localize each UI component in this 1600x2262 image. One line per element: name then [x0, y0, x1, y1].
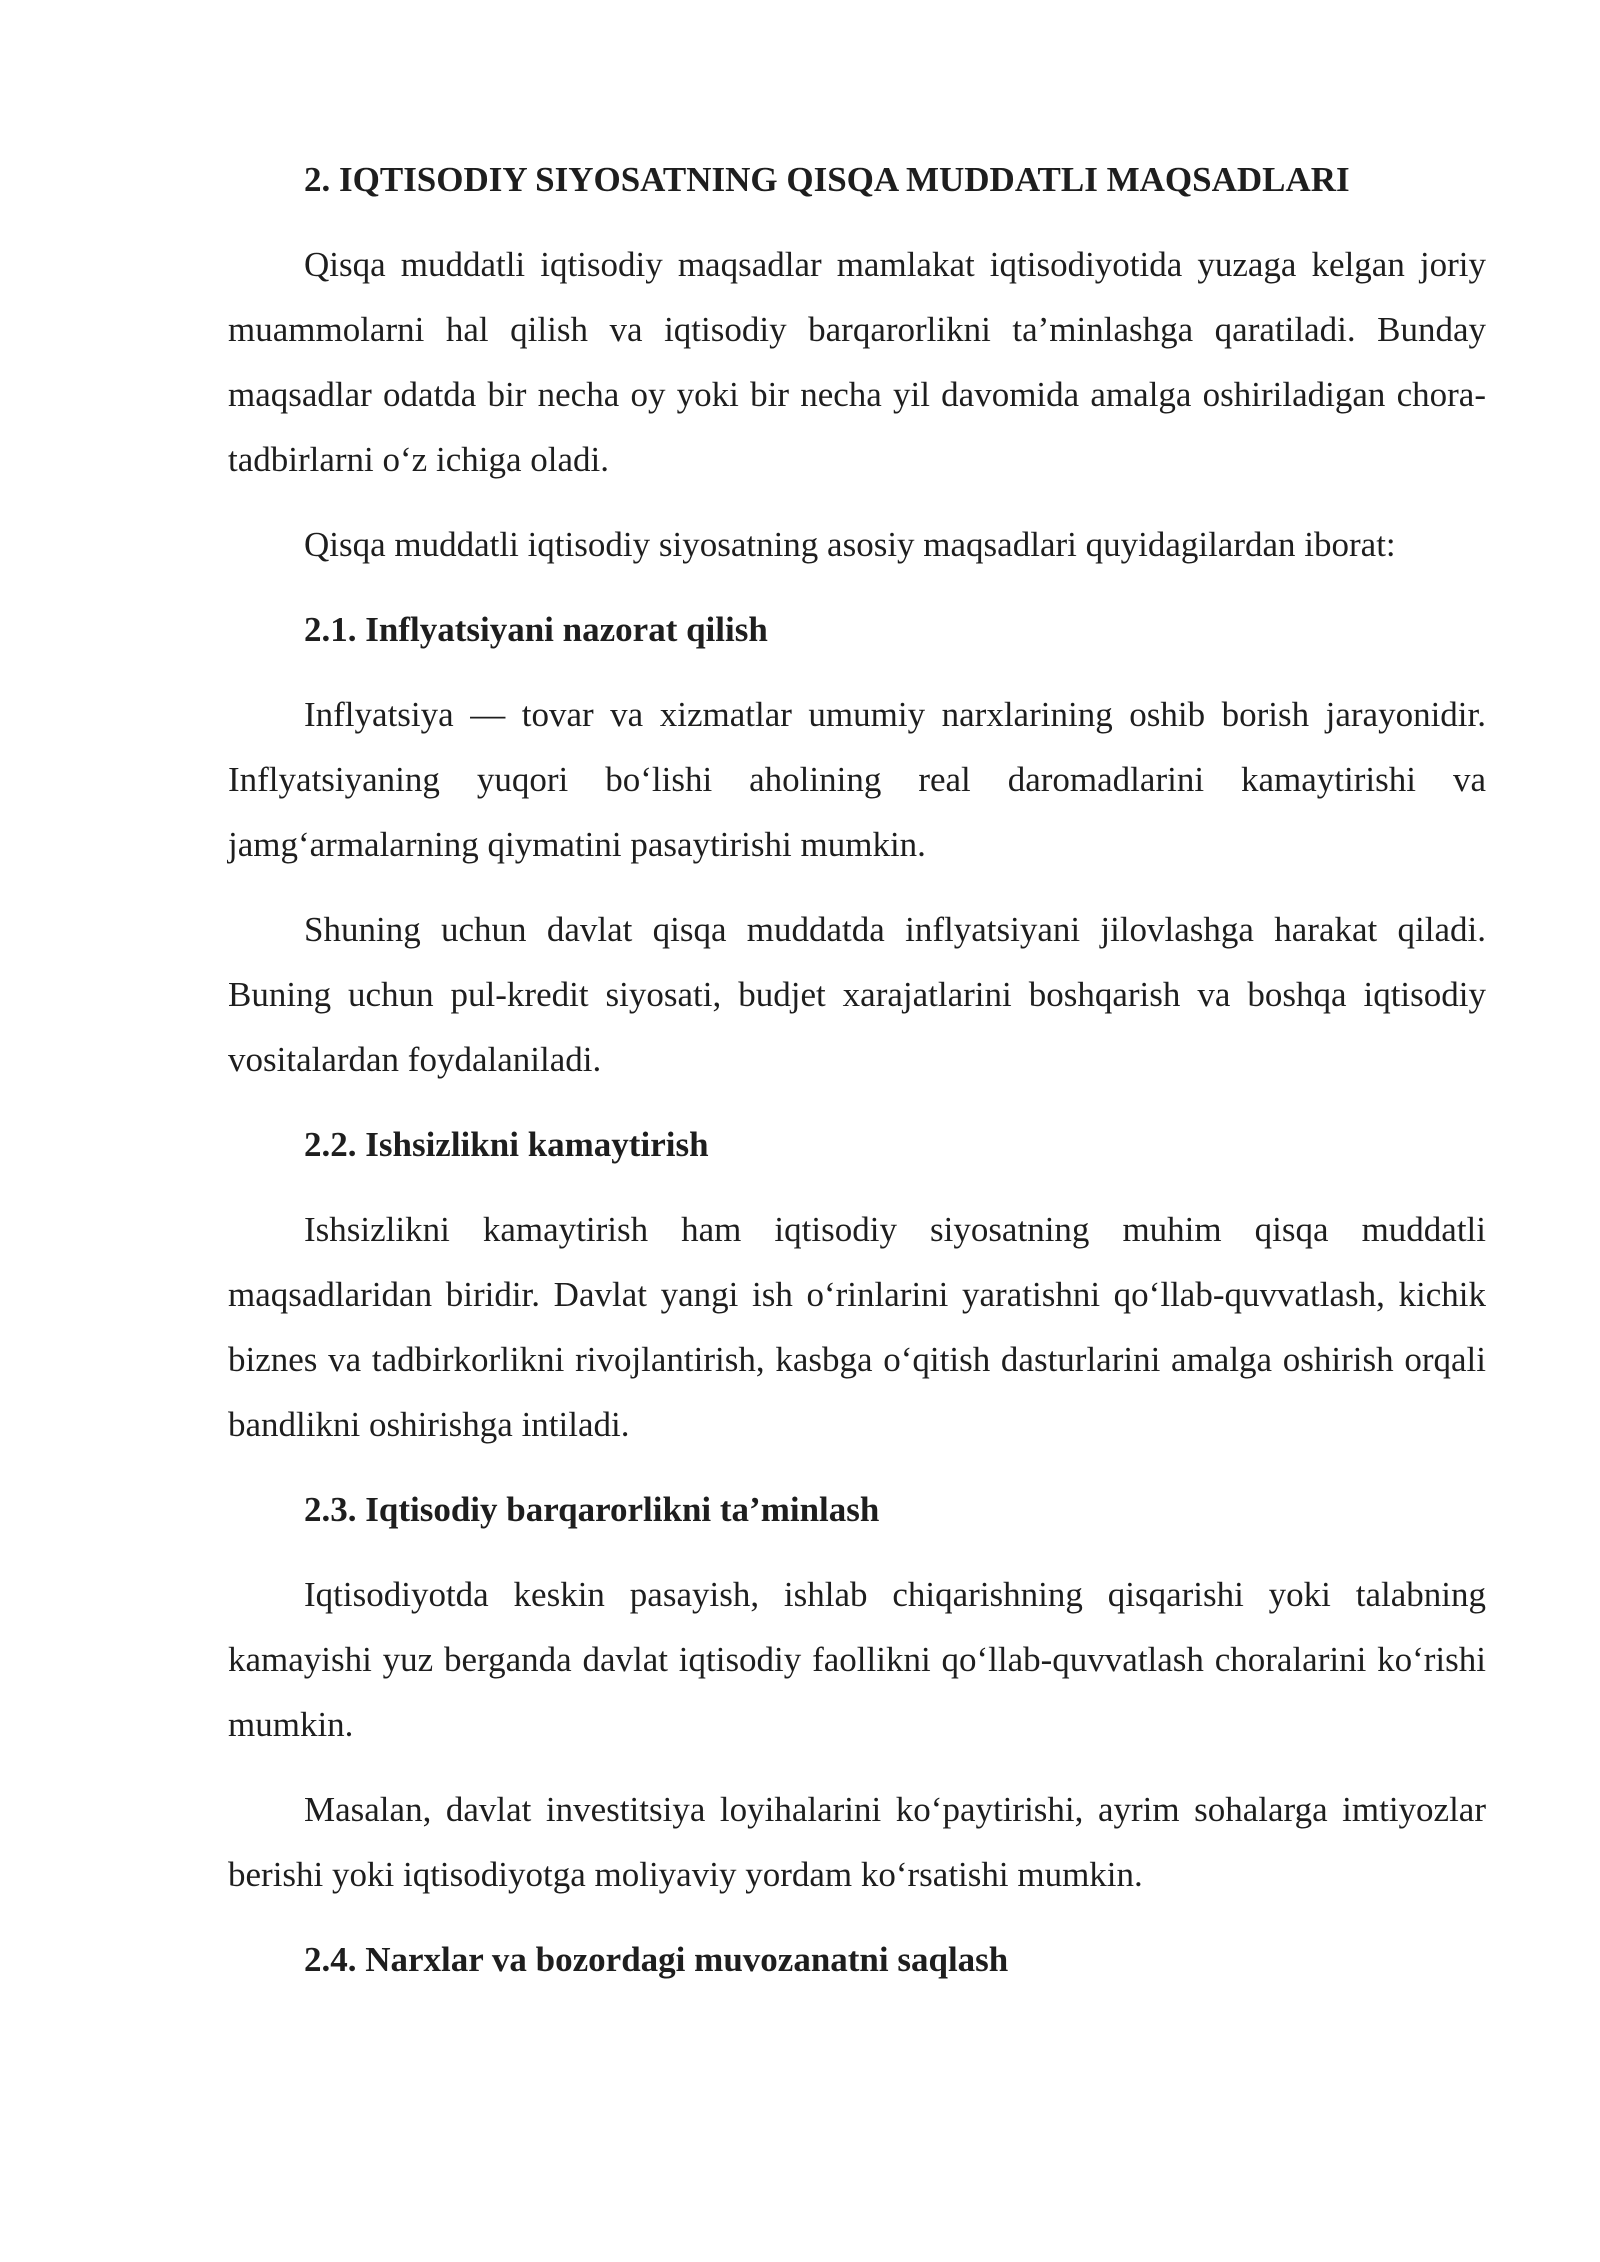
document-body [228, 147, 1486, 2012]
inflation-definition-paragraph: Inflyatsiya — tovar va xizmatlar umumiy narxlarining oshib borish jarayonidir. Inflyatsiyaning yuqori bo‘lishi aholining real daromadlarini kamaytirishi va jamg‘armalarning qiymatini pasaytirishi mumkin. [228, 695, 1486, 864]
section-2-heading: 2. IQTISODIY SIYOSATNING QISQA MUDDATLI MAQSADLARI [304, 160, 1350, 199]
stability-example-paragraph: Masalan, davlat investitsiya loyihalarini ko‘paytirishi, ayrim sohalarga imtiyozlar berishi yoki iqtisodiyotga moliyaviy yordam ko‘rsatishi mumkin. [228, 1790, 1486, 1894]
subsection-2-3-heading: 2.3. Iqtisodiy barqarorlikni ta’minlash [304, 1490, 880, 1529]
inflation-measures-paragraph: Shuning uchun davlat qisqa muddatda inflyatsiyani jilovlashga harakat qiladi. Buning uchun pul-kredit siyosati, budjet xarajatlarini boshqarish va boshqa iqtisodiy vositalardan foydalaniladi. [228, 910, 1486, 1079]
subsection-2-4-heading: 2.4. Narxlar va bozordagi muvozanatni saqlash [304, 1940, 1009, 1979]
subsection-2-1-heading: 2.1. Inflyatsiyani nazorat qilish [304, 610, 768, 649]
subsection-2-2-heading: 2.2. Ishsizlikni kamaytirish [304, 1125, 709, 1164]
intro-paragraph: Qisqa muddatli iqtisodiy maqsadlar mamlakat iqtisodiyotida yuzaga kelgan joriy muammolarni hal qilish va iqtisodiy barqarorlikni ta’minlashga qaratiladi. Bunday maqsadlar odatda bir necha oy yoki bir necha yil davomida amalga oshiriladigan chora-tadbirlarni o‘z ichiga oladi. [228, 245, 1486, 479]
unemployment-paragraph: Ishsizlikni kamaytirish ham iqtisodiy siyosatning muhim qisqa muddatli maqsadlaridan biridir. Davlat yangi ish o‘rinlarini yaratishni qo‘llab-quvvatlash, kichik biznes va tadbirkorlikni rivojlantirish, kasbga o‘qitish dasturlarini amalga oshirish orqali bandlikni oshirishga intiladi. [228, 1210, 1486, 1444]
stability-paragraph: Iqtisodiyotda keskin pasayish, ishlab chiqarishning qisqarishi yoki talabning kamayishi yuz berganda davlat iqtisodiy faollikni qo‘llab-quvvatlash choralarini ko‘rishi mumkin. [228, 1575, 1486, 1744]
goals-lead-paragraph: Qisqa muddatli iqtisodiy siyosatning asosiy maqsadlari quyidagilardan iborat: [304, 525, 1396, 564]
